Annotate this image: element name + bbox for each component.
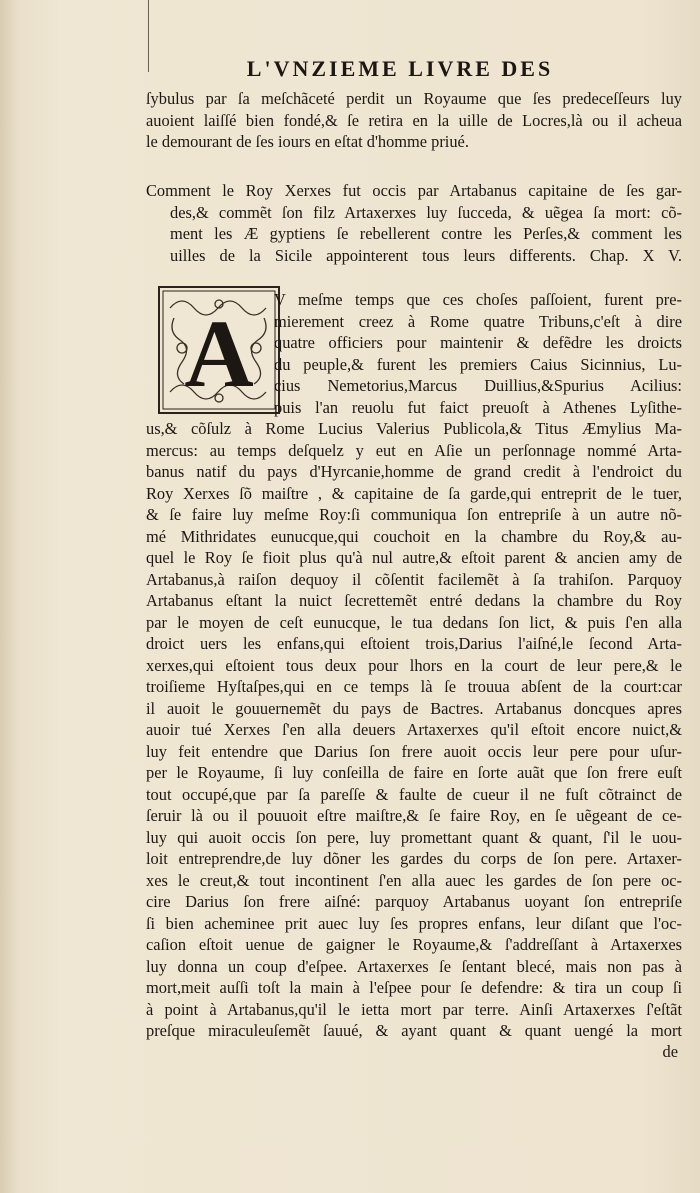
body-line: ſi bien acheminee prit auec luy ſes propres enfans, leur diſant que l'oc- bbox=[146, 913, 682, 933]
body-paragraph bbox=[146, 289, 682, 1042]
intro-line: auoient laiſſé bien fondé,& ſe retira en la uille de Locres,là ou il acheua bbox=[146, 110, 682, 130]
chapter-heading bbox=[146, 180, 682, 266]
body-line: mort,meit auſſi toſt la main à l'eſpee pour ſe defendre: & tira un coup ſi bbox=[146, 978, 682, 997]
gutter-rule bbox=[148, 0, 149, 72]
body-line: quatre officiers pour maintenir & defẽdre les droicts bbox=[274, 333, 682, 352]
body-line: xerxes,qui eſtoient tous deux pour lhors en la court de leur pere,& le bbox=[146, 655, 682, 675]
body-line: & ſe faire luy meſme Roy:ſi communiqua ſon entrepriſe à un autre nõ- bbox=[146, 505, 682, 524]
body-line: Roy Xerxes ſõ maiſtre , & capitaine de ſa garde,qui entreprit de le tuer, bbox=[146, 483, 682, 503]
body-line: cius Nemetorius,Marcus Duillius,&Spurius Acilius: bbox=[274, 376, 682, 395]
body-line: ſeruir là ou il pouuoit eſtre maiſtre,& ſe faire Roy, en ſe uẽgeant de ce- bbox=[146, 806, 682, 825]
catchword: de bbox=[662, 1042, 678, 1061]
body-line: mierement creez à Rome quatre Tribuns,c'eſt à dire bbox=[274, 311, 682, 331]
body-line: droict uers les enfans,qui eſtoient trois,Darius l'aiſné,le ſecond Arta- bbox=[146, 634, 682, 653]
body-line: puis l'an reuolu fut faict preuoſt à Athenes Lyſithe- bbox=[274, 397, 682, 417]
intro-line: ſybulus par ſa meſchãceté perdit un Royaume que ſes predeceſſeurs luy bbox=[146, 89, 682, 108]
chapter-heading-line: uilles de la Sicile appointerent tous leurs differents. Chap. X V. bbox=[170, 245, 682, 265]
body-line: cire Darius ſon frere aiſné: parquoy Artabanus uoyant ſon entrepriſe bbox=[146, 892, 682, 911]
chapter-heading-line: des,& commẽt ſon filz Artaxerxes luy ſucceda, & uẽgea ſa mort: cõ- bbox=[170, 202, 682, 222]
body-line: tout occupé,que par ſa pareſſe & faulte de cueur il ne fuſt cõtrainct de bbox=[146, 784, 682, 804]
running-head: L'VNZIEME LIVRE DES bbox=[246, 56, 554, 81]
body-line: loit entreprendre,de luy dõner les gardes du corps de ſon pere. Artaxer- bbox=[146, 849, 682, 868]
chapter-heading-line: Comment le Roy Xerxes fut occis par Artabanus capitaine de ſes gar- bbox=[146, 181, 682, 200]
body-line: mé Mithridates eunucque,qui couchoit en la chambre du Roy,& au- bbox=[146, 526, 682, 546]
body-line: luy donna un coup d'eſpee. Artaxerxes ſe ſentant blecé, mais non pas à bbox=[146, 956, 682, 976]
body-line: mercus: au temps deſquelz y eut en Aſie un perſonnage nommé Arta- bbox=[146, 440, 682, 460]
intro-paragraph bbox=[146, 88, 682, 153]
body-line: luy feit entendre que Darius ſon frere auoit occis leur pere pour uſur- bbox=[146, 741, 682, 761]
body-line: V meſme temps que ces choſes paſſoient, furent pre- bbox=[274, 290, 682, 309]
body-line: per le Royaume, ſi luy conſeilla de faire en ſorte auãt que ſon frere euſt bbox=[146, 763, 682, 782]
body-line: banus natif du pays d'Hyrcanie,homme de grand credit à l'endroict du bbox=[146, 462, 682, 481]
body-line: il auoit le gouuernemẽt du pays de Bactres. Artabanus doncques apres bbox=[146, 698, 682, 718]
body-line: preſque miraculeuſemẽt ſauué, & ayant quant & quant uengé la mort bbox=[146, 1021, 682, 1040]
body-line: à point à Artabanus,qu'il le ietta mort par terre. Ainſi Artaxerxes ſ'eſtãt bbox=[146, 999, 682, 1019]
drop-cap-letter: A bbox=[184, 300, 254, 407]
body-line: du peuple,& furent les premiers Caius Sicinnius, Lu- bbox=[274, 354, 682, 374]
body-line: auoir tué Xerxes ſ'en alla deuers Artaxerxes qu'il eſtoit encore nuict,& bbox=[146, 720, 682, 739]
body-line: luy qui auoit occis ſon pere, luy promettant quant & quant, ſ'il le uou- bbox=[146, 827, 682, 847]
body-line: par le moyen de ceſt eunucque, le tua dedans ſon lict, & puis ſ'en alla bbox=[146, 612, 682, 632]
body-line: caſion eſtoit uenue de gaigner le Royaume,& ſ'addreſſant à Artaxerxes bbox=[146, 935, 682, 954]
body-line: Artabanus eſtant la nuict ſecrettemẽt entré dedans la chambre du Roy bbox=[146, 591, 682, 610]
chapter-heading-line: ment les Æ gyptiens ſe rebellerent contre les Perſes,& comment les bbox=[170, 224, 682, 243]
body-line: troiſieme Hyſtaſpes,qui en ce temps là ſe trouua abſent de la court:car bbox=[146, 677, 682, 696]
body-line: xes le creut,& tout incontinent ſ'en alla auec les gardes de ſon pere oc- bbox=[146, 870, 682, 890]
body-line: quel le Roy ſe fioit plus qu'à nul autre,& eſtoit parent & ancien amy de bbox=[146, 548, 682, 567]
body-line: us,& cõſulz à Rome Lucius Valerius Publicola,& Titus Æmylius Ma- bbox=[146, 419, 682, 438]
body-line: Artabanus,à raiſon dequoy il cõſentit facilemẽt à ſa trahiſon. Parquoy bbox=[146, 569, 682, 589]
intro-line: le demourant de ſes iours en eſtat d'homme priué. bbox=[146, 132, 469, 151]
